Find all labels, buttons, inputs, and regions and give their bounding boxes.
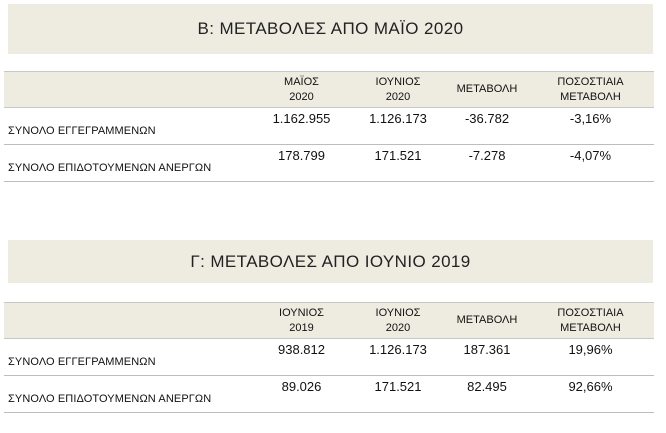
header-change: ΜΕΤΑΒΟΛΗ — [447, 72, 527, 108]
header-blank-cell — [4, 72, 254, 108]
table-row — [4, 339, 654, 376]
value-percent-change: 92,66% — [527, 376, 654, 413]
value-percent-change: 19,96% — [527, 339, 654, 376]
header-percent-change: ΠΟΣΟΣΤΙΑΙΑ ΜΕΤΑΒΟΛΗ — [527, 303, 654, 339]
table-row — [4, 145, 654, 182]
section-b-title: B: ΜΕΤΑΒΟΛΕΣ ΑΠΟ ΜΑΪΟ 2020 — [8, 4, 653, 54]
value-change: -7.278 — [447, 145, 527, 182]
header-month-2: ΙΟΥΝΙΟΣ 2020 — [349, 72, 447, 108]
value-month-1: 1.162.955 — [254, 108, 349, 145]
table-header-row — [4, 303, 654, 339]
table-row — [4, 376, 654, 413]
value-month-1: 178.799 — [254, 145, 349, 182]
value-change: 82.495 — [447, 376, 527, 413]
value-month-1: 89.026 — [254, 376, 349, 413]
value-month-2: 171.521 — [349, 376, 447, 413]
header-change: ΜΕΤΑΒΟΛΗ — [447, 303, 527, 339]
table-row — [4, 108, 654, 145]
header-month-1: ΙΟΥΝΙΟΣ 2019 — [254, 303, 349, 339]
header-month-1: ΜΑΪΟΣ 2020 — [254, 72, 349, 108]
value-month-2: 1.126.173 — [349, 339, 447, 376]
table-header-row — [4, 72, 654, 108]
header-month-2: ΙΟΥΝΙΟΣ 2020 — [349, 303, 447, 339]
header-percent-change: ΠΟΣΟΣΤΙΑΙΑ ΜΕΤΑΒΟΛΗ — [527, 72, 654, 108]
section-c-table — [4, 302, 654, 413]
row-label: ΣΥΝΟΛΟ ΕΓΓΕΓΡΑΜΜΕΝΩΝ — [4, 339, 254, 376]
value-month-2: 1.126.173 — [349, 108, 447, 145]
header-blank-cell — [4, 303, 254, 339]
row-label: ΣΥΝΟΛΟ ΕΠΙΔΟΤΟΥΜΕΝΩΝ ΑΝΕΡΓΩΝ — [4, 376, 254, 413]
row-label: ΣΥΝΟΛΟ ΕΓΓΕΓΡΑΜΜΕΝΩΝ — [4, 108, 254, 145]
value-percent-change: -3,16% — [527, 108, 654, 145]
value-change: -36.782 — [447, 108, 527, 145]
row-label: ΣΥΝΟΛΟ ΕΠΙΔΟΤΟΥΜΕΝΩΝ ΑΝΕΡΓΩΝ — [4, 145, 254, 182]
value-percent-change: -4,07% — [527, 145, 654, 182]
value-month-1: 938.812 — [254, 339, 349, 376]
section-b-table — [4, 71, 654, 182]
value-change: 187.361 — [447, 339, 527, 376]
value-month-2: 171.521 — [349, 145, 447, 182]
section-c-title: Γ: ΜΕΤΑΒΟΛΕΣ ΑΠΟ ΙΟΥΝΙΟ 2019 — [8, 240, 653, 283]
